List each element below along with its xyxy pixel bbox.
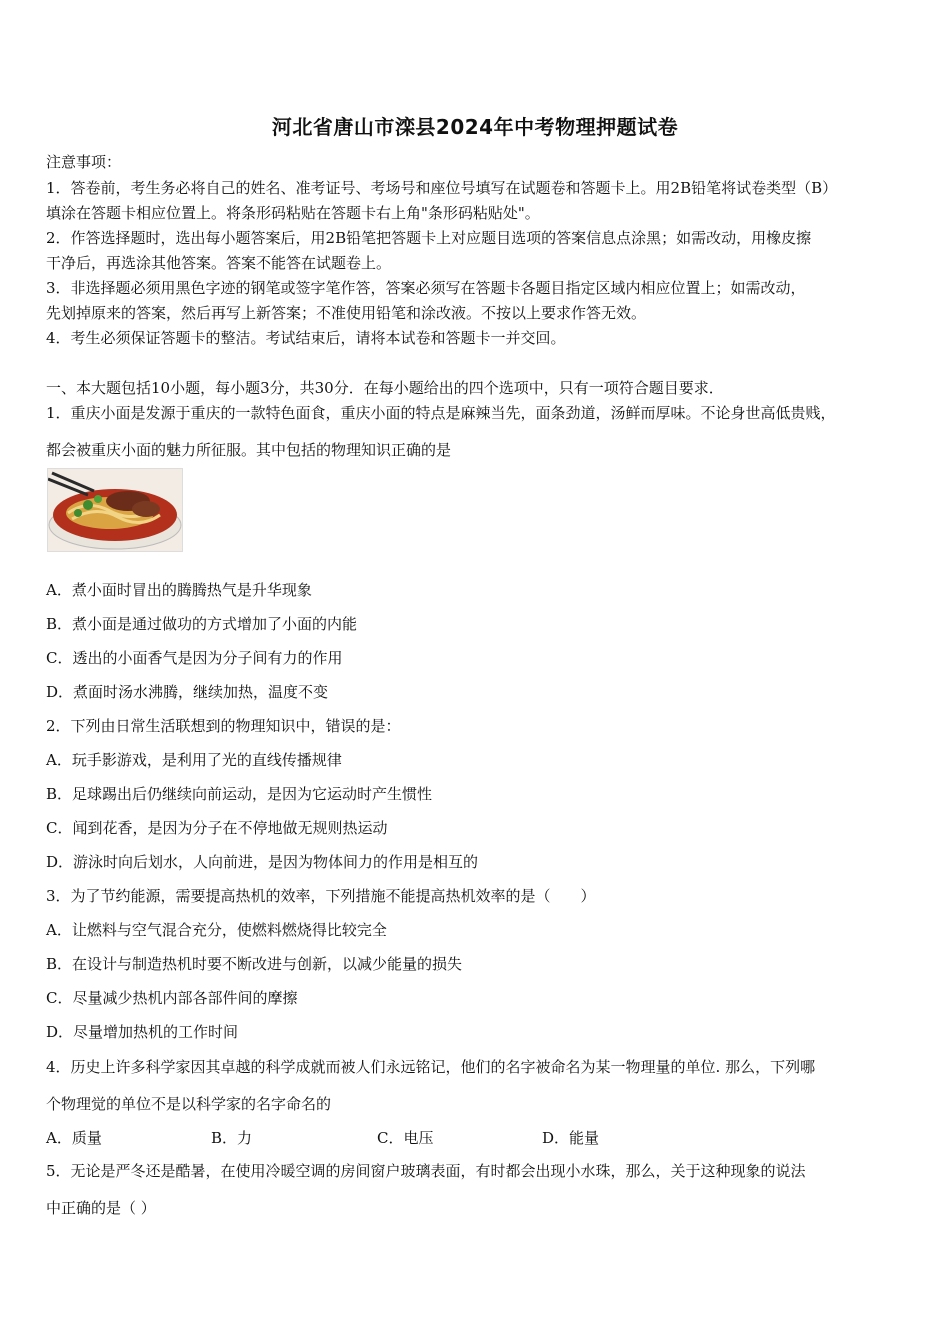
q1-option-d: D．煮面时汤水沸腾，继续加热，温度不变 [46, 683, 329, 701]
noodle-bowl-image [47, 468, 183, 552]
section-heading: 一、本大题包括10小题，每小题3分，共30分．在每小题给出的四个选项中，只有一项符合题目要求． [46, 379, 724, 397]
q5-stem: 中正确的是（ ） [46, 1199, 156, 1217]
q4-option-b: B．力 [211, 1129, 253, 1147]
q4-stem: 4．历史上许多科学家因其卓越的科学成就而被人们永远铭记，他们的名字被命名为某一物理量的单位. 那么，下列哪 [46, 1058, 816, 1076]
q4-options [46, 1127, 766, 1147]
q2-option-b: B．足球踢出后仍继续向前运动，是因为它运动时产生惯性 [46, 785, 433, 803]
notice-line: 干净后，再选涂其他答案。答案不能答在试题卷上。 [46, 254, 392, 272]
q1-option-a: A．煮小面时冒出的腾腾热气是升华现象 [46, 581, 312, 599]
q4-option-d: D．能量 [542, 1129, 600, 1147]
q1-stem: 1．重庆小面是发源于重庆的一款特色面食，重庆小面的特点是麻辣当先，面条劲道，汤鲜而厚味。不论身世高低贵贱， [46, 404, 836, 422]
q2-option-d: D．游泳时向后划水，人向前进，是因为物体间力的作用是相互的 [46, 853, 479, 871]
q4-option-a: A．质量 [46, 1129, 102, 1147]
q4-stem: 个物理觉的单位不是以科学家的名字命名的 [46, 1095, 332, 1113]
notice-line: 填涂在答题卡相应位置上。将条形码粘贴在答题卡右上角"条形码粘贴处"。 [46, 204, 540, 222]
q3-option-a: A．让燃料与空气混合充分，使燃料燃烧得比较完全 [46, 921, 387, 939]
q2-stem: 2．下列由日常生活联想到的物理知识中，错误的是： [46, 717, 401, 735]
q4-option-c: C．电压 [377, 1129, 434, 1147]
q3-option-d: D．尽量增加热机的工作时间 [46, 1023, 239, 1041]
notice-line: 3．非选择题必须用黑色字迹的钢笔或签字笔作答，答案必须写在答题卡各题目指定区域内相应位置上；如需改动， [46, 279, 806, 297]
q3-option-b: B．在设计与制造热机时要不断改进与创新，以减少能量的损失 [46, 955, 463, 973]
notice-line: 4．考生必须保证答题卡的整洁。考试结束后，请将本试卷和答题卡一并交回。 [46, 329, 566, 347]
notice-line: 先划掉原来的答案，然后再写上新答案；不准使用铅笔和涂改液。不按以上要求作答无效。 [46, 304, 647, 322]
q2-option-c: C．闻到花香，是因为分子在不停地做无规则热运动 [46, 819, 388, 837]
q1-option-c: C．透出的小面香气是因为分子间有力的作用 [46, 649, 343, 667]
page-title: 河北省唐山市滦县2024年中考物理押题试卷 [271, 115, 679, 139]
q5-stem: 5．无论是严冬还是酷暑，在使用冷暖空调的房间窗户玻璃表面，有时都会出现小水珠，那么，关于这种现象的说法 [46, 1162, 806, 1180]
notice-heading: 注意事项： [46, 153, 122, 171]
q2-option-a: A．玩手影游戏，是利用了光的直线传播规律 [46, 751, 342, 769]
notice-line: 1．答卷前，考生务必将自己的姓名、准考证号、考场号和座位号填写在试题卷和答题卡上。用2B铅笔将试卷类型（B） [46, 179, 838, 197]
q1-stem: 都会被重庆小面的魅力所征服。其中包括的物理知识正确的是 [46, 441, 452, 459]
notice-line: 2．作答选择题时，选出每小题答案后，用2B铅笔把答题卡上对应题目选项的答案信息点涂黑；如需改动，用橡皮擦 [46, 229, 812, 247]
q1-option-b: B．煮小面是通过做功的方式增加了小面的内能 [46, 615, 358, 633]
q3-stem: 3．为了节约能源，需要提高热机的效率，下列措施不能提高热机效率的是（ ） [46, 887, 596, 905]
q3-option-c: C．尽量减少热机内部各部件间的摩擦 [46, 989, 298, 1007]
noodle-bowl-illustration [48, 469, 182, 551]
